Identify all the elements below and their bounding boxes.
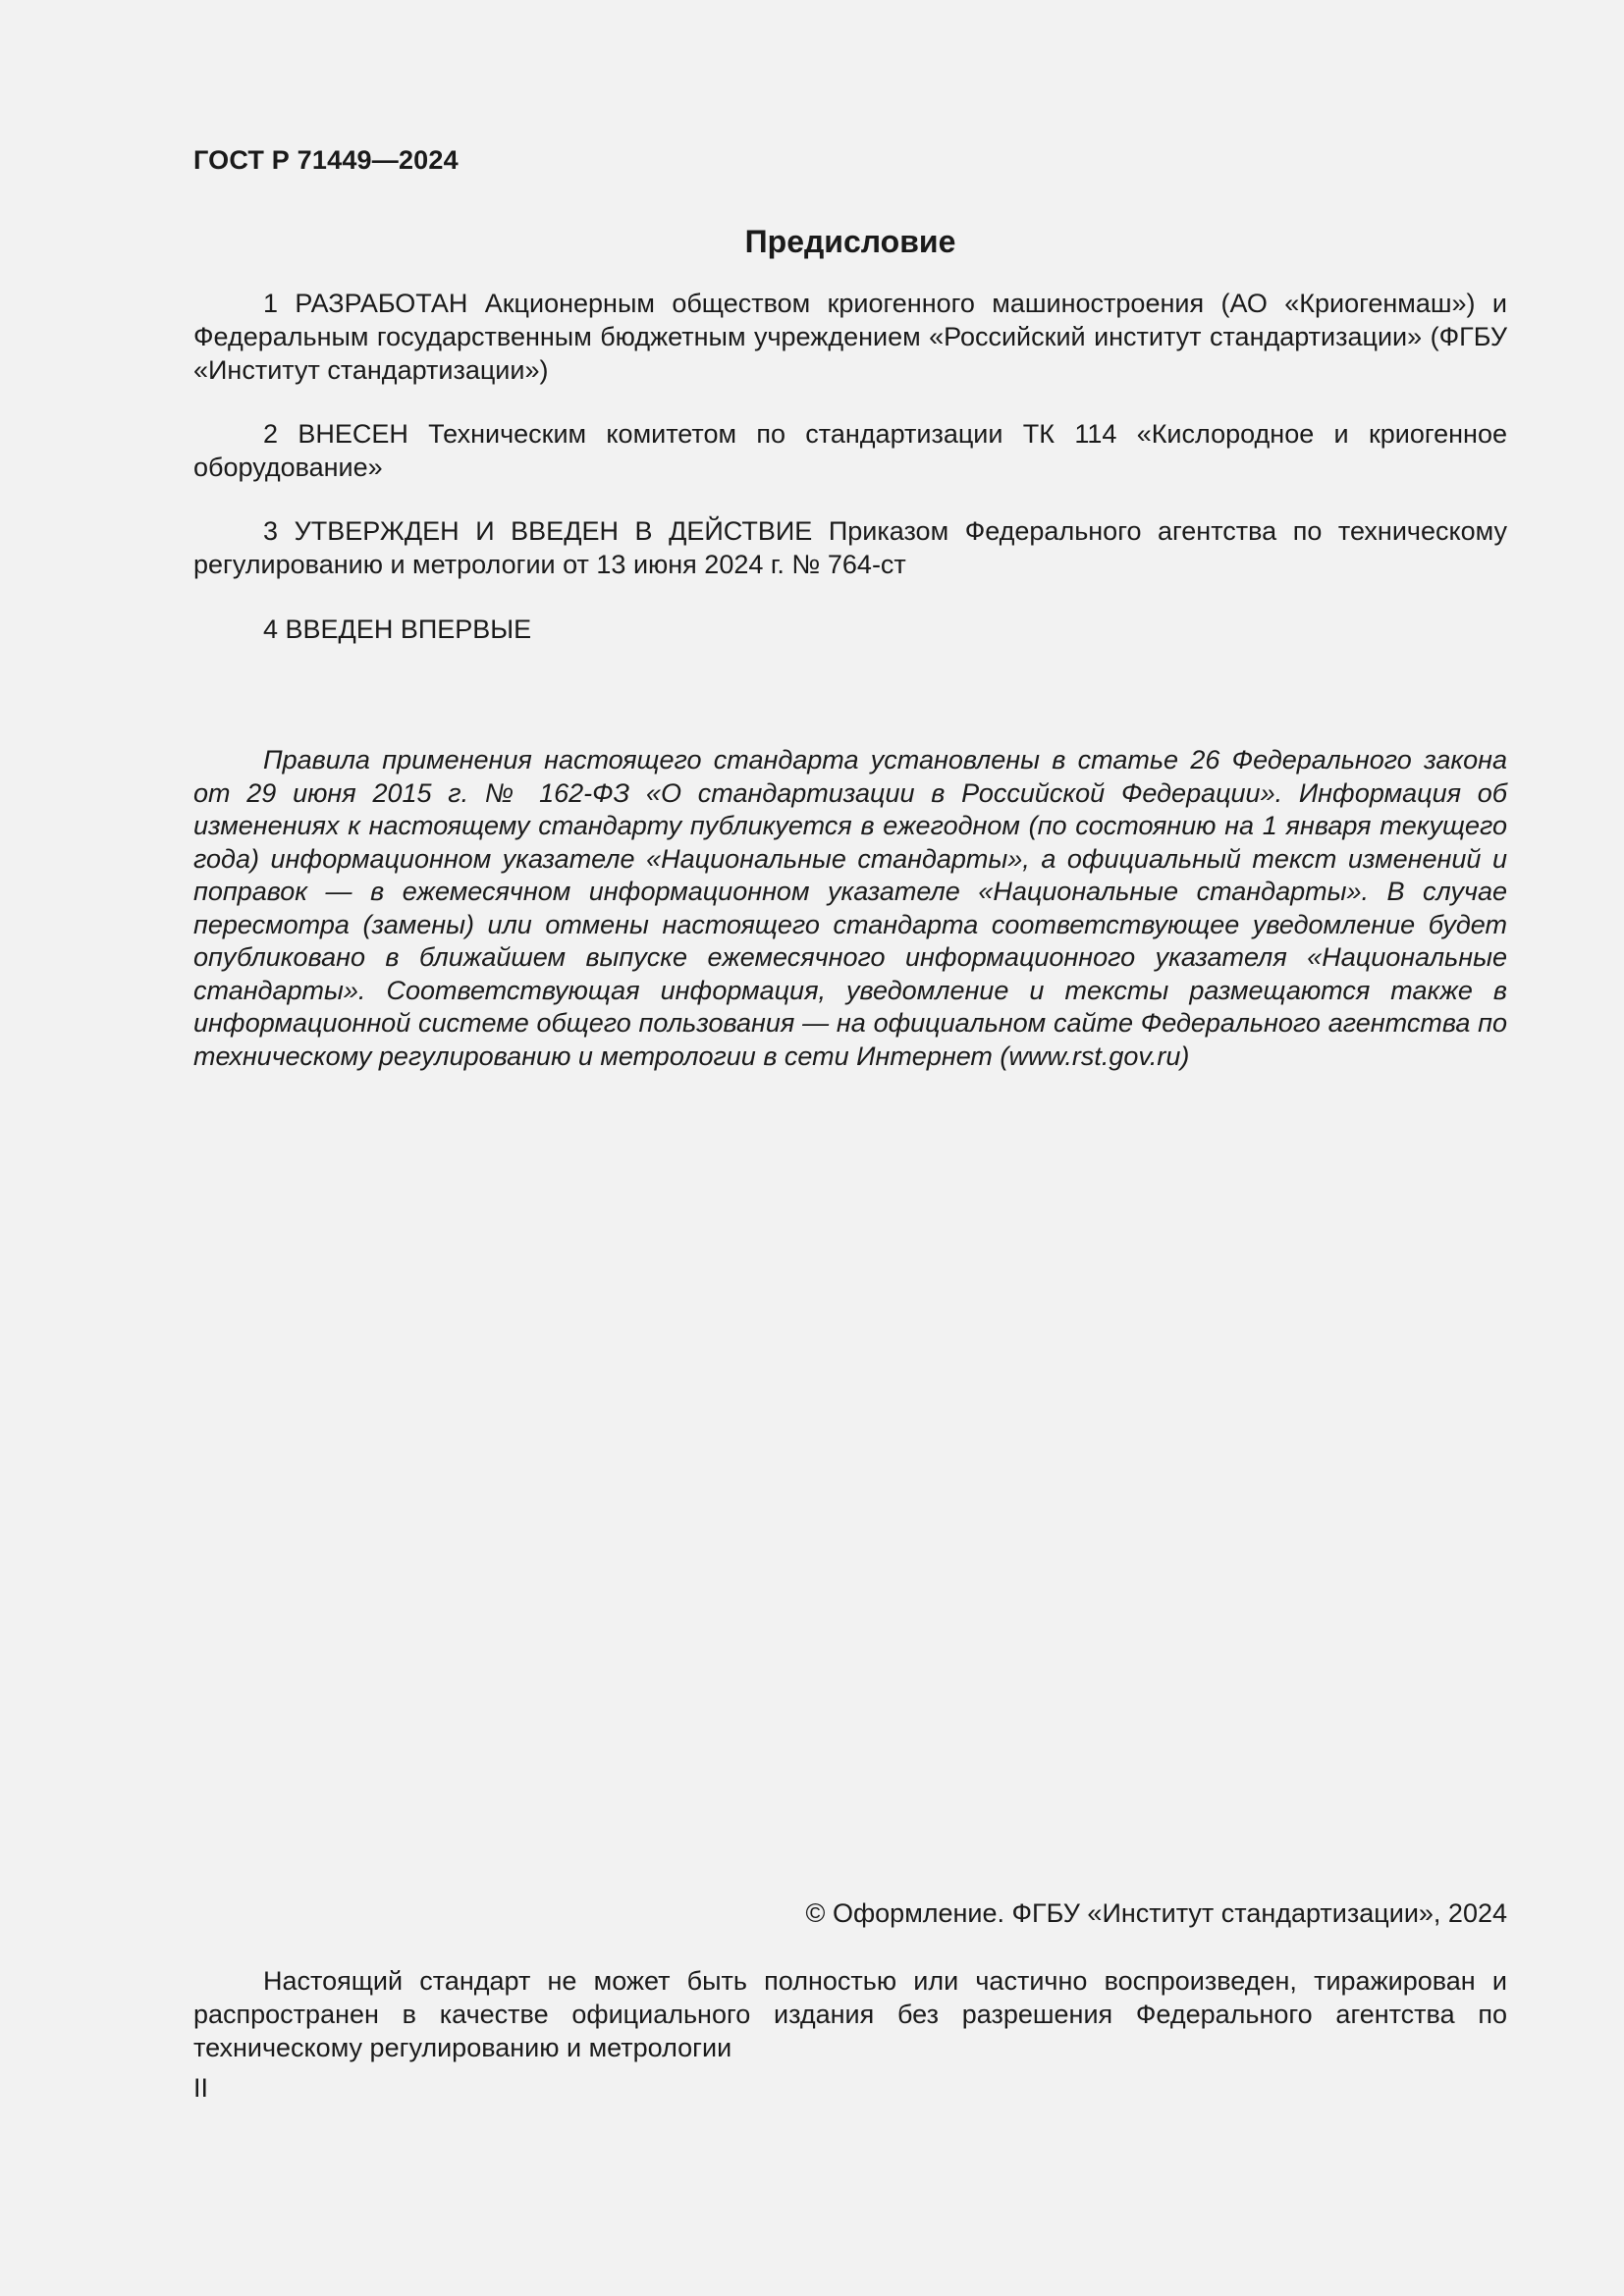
copyright-line: © Оформление. ФГБУ «Институт стандартизации», 2024 (805, 1898, 1507, 1928)
reproduction-notice: Настоящий стандарт не может быть полностью или частично воспроизведен, тиражирован и распространен в качестве официального издания без разрешения Федерального агентства по техническому регулированию и метрологии (193, 1966, 1507, 2062)
page-title: Предисловие (744, 224, 956, 259)
foreword-item-3: 3 УТВЕРЖДЕН И ВВЕДЕН В ДЕЙСТВИЕ Приказом Федерального агентства по техническому регулированию и метрологии от 13 июня 2024 г. № 764-ст (193, 516, 1507, 579)
foreword-item-4: 4 ВВЕДЕН ВПЕРВЫЕ (263, 614, 532, 644)
rules-notice: Правила применения настоящего стандарта установлены в статье 26 Федерального закона от 29 июня 2015 г. № 162-ФЗ «О стандартизации в Российской Федерации». Информация об изменениях к настоящему стандарту публикуется в ежегодном (по состоянию на 1 января текущего года) информационном указателе «Национальные стандарты», а официальный текст изменений и поправок — в ежемесячном информационном указателе «Национальные стандарты». В случае пересмотра (замены) или отмены настоящего стандарта соответствующее уведомление будет опубликовано в ближайшем выпуске ежемесячного информационного указателя «Национальные стандарты». Соответствующая информация, уведомление и тексты размещаются также в информационной системе общего пользования — на официальном сайте Федерального агентства по техническому регулированию и метрологии в сети Интернет (www.rst.gov.ru) (193, 745, 1507, 1071)
page-number: II (193, 2073, 209, 2103)
foreword-item-2: 2 ВНЕСЕН Техническим комитетом по стандартизации ТК 114 «Кислородное и криогенное оборудование» (193, 419, 1507, 482)
document-code: ГОСТ Р 71449—2024 (193, 145, 459, 175)
foreword-item-1: 1 РАЗРАБОТАН Акционерным обществом криогенного машиностроения (АО «Криогенмаш») и Федеральным государственным бюджетным учреждением «Российский институт стандартизации» (ФГБУ «Институт стандартизации») (193, 289, 1507, 385)
